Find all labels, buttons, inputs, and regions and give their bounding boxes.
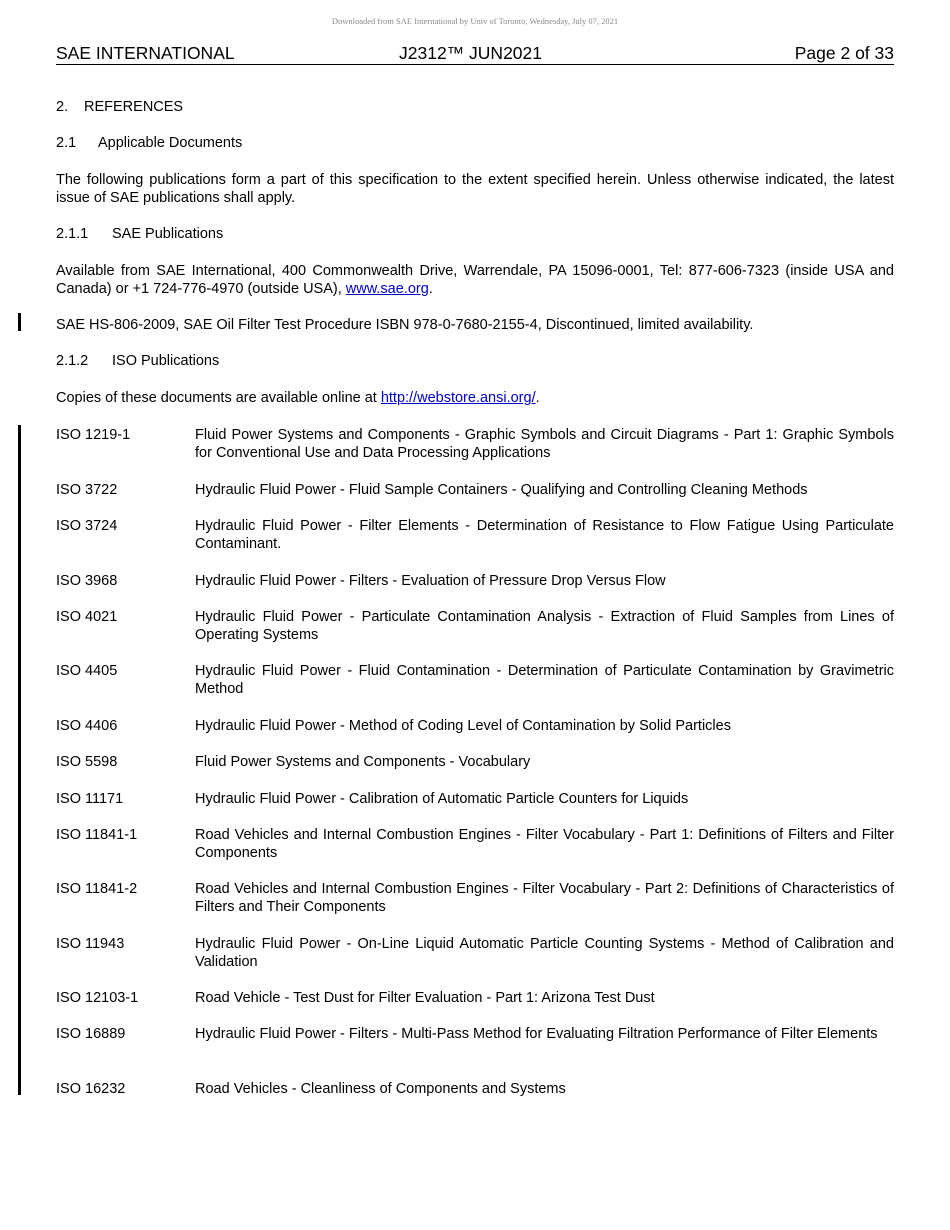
reference-title: Hydraulic Fluid Power - Filters - Multi-Pass Method for Evaluating Filtration Performance of Filter Elements (195, 1026, 878, 1042)
subsection-number: 2.1.1 (56, 226, 89, 242)
reference-code: ISO 5598 (56, 754, 118, 770)
reference-code: ISO 4405 (56, 663, 118, 679)
section-heading-references (56, 98, 183, 116)
section-title: REFERENCES (84, 99, 184, 115)
reference-title: Hydraulic Fluid Power - Method of Coding Level of Contamination by Solid Particles (195, 718, 731, 734)
header-page-number: Page 2 of 33 (794, 43, 894, 63)
reference-code: ISO 11943 (56, 936, 125, 952)
revision-change-bar (18, 425, 21, 1095)
subsection-number: 2.1.2 (56, 353, 89, 369)
sae-availability-paragraph (56, 262, 894, 298)
revision-change-bar (18, 313, 21, 331)
reference-title: Road Vehicles and Internal Combustion Engines - Filter Vocabulary - Part 2: Definitions of Characteristics of Filters and Their Components (195, 881, 894, 915)
reference-code: ISO 4021 (56, 609, 118, 625)
header-doc-id: J2312™ JUN2021 (399, 43, 542, 63)
reference-title: Hydraulic Fluid Power - Filters - Evaluation of Pressure Drop Versus Flow (195, 573, 666, 589)
reference-code: ISO 3722 (56, 482, 118, 498)
reference-code: ISO 11841-2 (56, 881, 138, 897)
iso-availability-text: Copies of these documents are available online at (56, 390, 377, 406)
reference-title: Fluid Power Systems and Components - Graphic Symbols and Circuit Diagrams - Part 1: Graphic Symbols for Conventional Use and Data Processing Applications (195, 427, 894, 461)
subsection-title: ISO Publications (112, 353, 220, 369)
reference-code: ISO 11171 (56, 791, 124, 807)
subsection-title: SAE Publications (112, 226, 224, 242)
reference-title: Road Vehicles and Internal Combustion Engines - Filter Vocabulary - Part 1: Definitions of Filters and Filter Components (195, 827, 894, 861)
reference-code: ISO 3724 (56, 518, 118, 534)
subsection-heading-applicable-documents (56, 134, 242, 152)
subsection-heading-sae-publications (56, 225, 223, 243)
reference-title: Road Vehicles - Cleanliness of Components and Systems (195, 1081, 566, 1097)
reference-title: Hydraulic Fluid Power - Fluid Contamination - Determination of Particulate Contamination by Gravimetric Method (195, 663, 894, 697)
sae-availability-text: Available from SAE International, 400 Commonwealth Drive, Warrendale, PA 15096-0001, Tel: 877-606-7323 (inside USA and Canada) or +1 724-776-4970 (outside USA), (56, 263, 894, 297)
reference-title: Hydraulic Fluid Power - Particulate Contamination Analysis - Extraction of Fluid Samples from Lines of Operating Systems (195, 609, 894, 643)
reference-title: Road Vehicle - Test Dust for Filter Evaluation - Part 1: Arizona Test Dust (195, 990, 655, 1006)
subsection-title: Applicable Documents (98, 135, 243, 151)
section-number: 2. (56, 99, 69, 115)
reference-title: Fluid Power Systems and Components - Vocabulary (195, 754, 531, 770)
page-header (56, 43, 894, 65)
reference-title: Hydraulic Fluid Power - Filter Elements - Determination of Resistance to Flow Fatigue Using Particulate Contaminant. (195, 518, 894, 552)
iso-availability-paragraph (56, 389, 540, 407)
reference-title: Hydraulic Fluid Power - Calibration of Automatic Particle Counters for Liquids (195, 791, 689, 807)
link-suffix: . (535, 390, 540, 406)
sae-website-link[interactable]: www.sae.org (345, 281, 429, 297)
reference-code: ISO 11841-1 (56, 827, 138, 843)
reference-title: Hydraulic Fluid Power - On-Line Liquid Automatic Particle Counting Systems - Method of Calibration and Validation (195, 936, 894, 970)
reference-code: ISO 16232 (56, 1081, 126, 1097)
reference-code: ISO 12103-1 (56, 990, 139, 1006)
subsection-number: 2.1 (56, 135, 77, 151)
applicable-documents-paragraph: The following publications form a part of this specification to the extent specified herein. Unless otherwise indicated, the latest issue of SAE publications shall apply. (56, 172, 894, 206)
reference-title: Hydraulic Fluid Power - Fluid Sample Containers - Qualifying and Controlling Cleaning Methods (195, 482, 808, 498)
reference-code: ISO 4406 (56, 718, 118, 734)
reference-code: ISO 3968 (56, 573, 118, 589)
reference-code: ISO 16889 (56, 1026, 126, 1042)
reference-code: ISO 1219-1 (56, 427, 131, 443)
sae-hs-806-entry: SAE HS-806-2009, SAE Oil Filter Test Procedure ISBN 978-0-7680-2155-4, Discontinued, limited availability. (56, 317, 754, 333)
download-watermark: Downloaded from SAE International by Univ of Toronto, Wednesday, July 07, 2021 (331, 16, 619, 26)
header-org: SAE INTERNATIONAL (56, 43, 235, 63)
ansi-webstore-link[interactable]: http://webstore.ansi.org/ (380, 390, 536, 406)
subsection-heading-iso-publications (56, 352, 219, 370)
link-suffix: . (428, 281, 433, 297)
